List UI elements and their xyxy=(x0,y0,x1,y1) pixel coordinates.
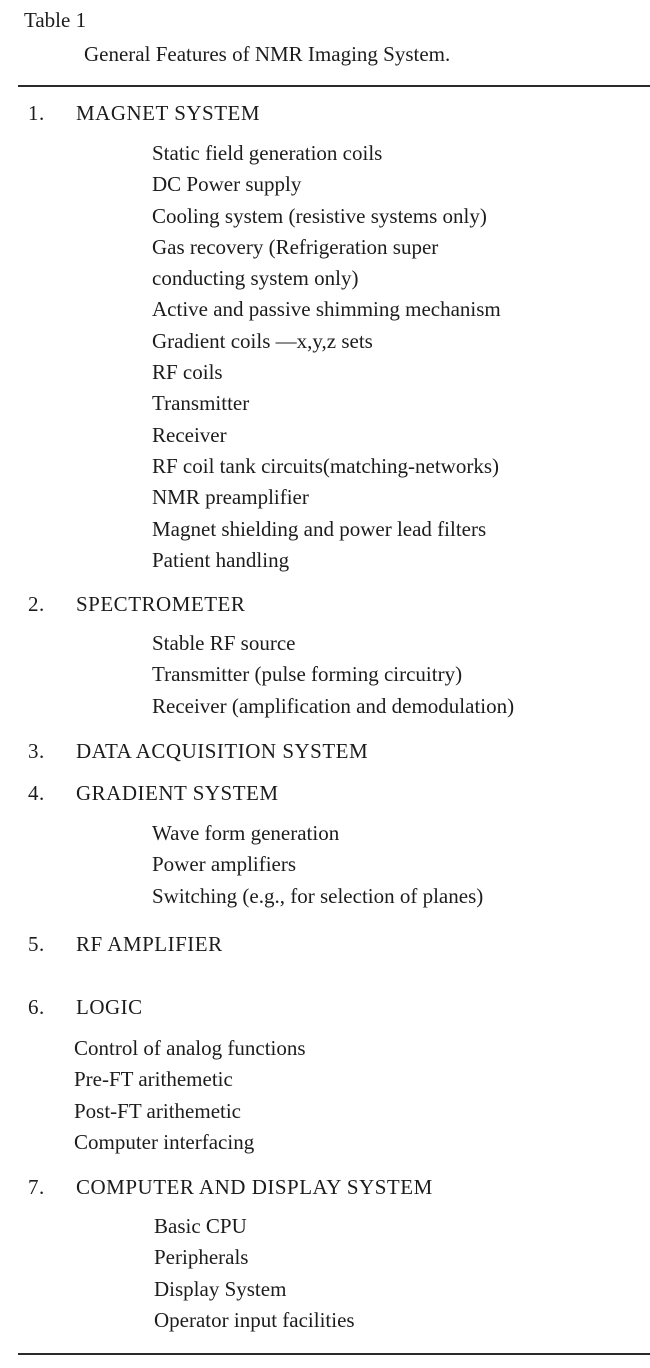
top-rule xyxy=(18,85,650,87)
list-item: NMR preamplifier xyxy=(152,485,309,510)
list-item: Peripherals xyxy=(154,1245,249,1270)
section-heading-magnet-system xyxy=(28,99,260,127)
spectrometer-list xyxy=(152,628,514,722)
list-item: Magnet shielding and power lead filters xyxy=(152,516,487,541)
section-title: MAGNET SYSTEM xyxy=(76,101,261,125)
list-item: DC Power supply xyxy=(152,172,302,197)
list-item: Display System xyxy=(154,1276,287,1301)
list-item: Post-FT arithemetic xyxy=(74,1098,242,1123)
section-heading-gradient-system xyxy=(28,779,279,807)
list-item: Patient handling xyxy=(152,547,290,572)
list-item: Gradient coils —x,y,z sets xyxy=(152,328,373,353)
table-title: General Features of NMR Imaging System. xyxy=(84,42,451,66)
list-item: Active and passive shimming mechanism xyxy=(152,297,501,322)
computer-display-list xyxy=(154,1211,355,1336)
list-item: Stable RF source xyxy=(152,631,296,655)
logic-list xyxy=(74,1033,306,1158)
section-heading-logic xyxy=(28,993,143,1021)
gradient-system-list xyxy=(152,818,483,912)
list-item: Transmitter (pulse forming circuitry) xyxy=(152,662,463,687)
section-title: SPECTROMETER xyxy=(76,592,246,616)
list-item: Basic CPU xyxy=(154,1214,247,1238)
table-label: Table 1 xyxy=(24,8,87,32)
section-title: LOGIC xyxy=(76,995,143,1019)
list-item: Power amplifiers xyxy=(152,852,297,877)
section-number: 2. xyxy=(28,592,45,616)
list-item: Wave form generation xyxy=(152,821,340,845)
list-item: Pre-FT arithemetic xyxy=(74,1067,233,1092)
list-item: Gas recovery (Refrigeration super xyxy=(152,234,439,259)
list-item: Cooling system (resistive systems only) xyxy=(152,203,487,228)
list-item: Switching (e.g., for selection of planes) xyxy=(152,883,484,908)
list-item: Static field generation coils xyxy=(152,141,383,165)
section-number: 1. xyxy=(28,101,45,125)
list-item: RF coil tank circuits(matching-networks) xyxy=(152,453,500,478)
section-number: 3. xyxy=(28,739,45,763)
list-item: Transmitter xyxy=(152,391,250,416)
list-item: Control of analog functions xyxy=(74,1036,306,1060)
list-item: RF coils xyxy=(152,360,223,385)
list-item: conducting system only) xyxy=(152,266,359,291)
section-title: RF AMPLIFIER xyxy=(76,932,223,956)
section-title: COMPUTER AND DISPLAY SYSTEM xyxy=(76,1175,433,1199)
list-item: Receiver xyxy=(152,422,227,447)
section-number: 6. xyxy=(28,995,45,1019)
list-item: Operator input facilities xyxy=(154,1307,355,1332)
list-item: Receiver (amplification and demodulation) xyxy=(152,693,515,718)
section-heading-rf-amplifier xyxy=(28,930,223,958)
section-number: 7. xyxy=(28,1175,45,1199)
section-number: 5. xyxy=(28,932,45,956)
section-heading-spectrometer xyxy=(28,590,245,618)
section-heading-computer-display xyxy=(28,1173,433,1201)
section-heading-data-acquisition xyxy=(28,737,368,765)
section-title: GRADIENT SYSTEM xyxy=(76,781,279,805)
list-item: Computer interfacing xyxy=(74,1129,255,1154)
section-number: 4. xyxy=(28,781,45,805)
magnet-system-list xyxy=(152,138,501,576)
bottom-rule xyxy=(18,1353,650,1355)
section-title: DATA ACQUISITION SYSTEM xyxy=(76,739,369,763)
